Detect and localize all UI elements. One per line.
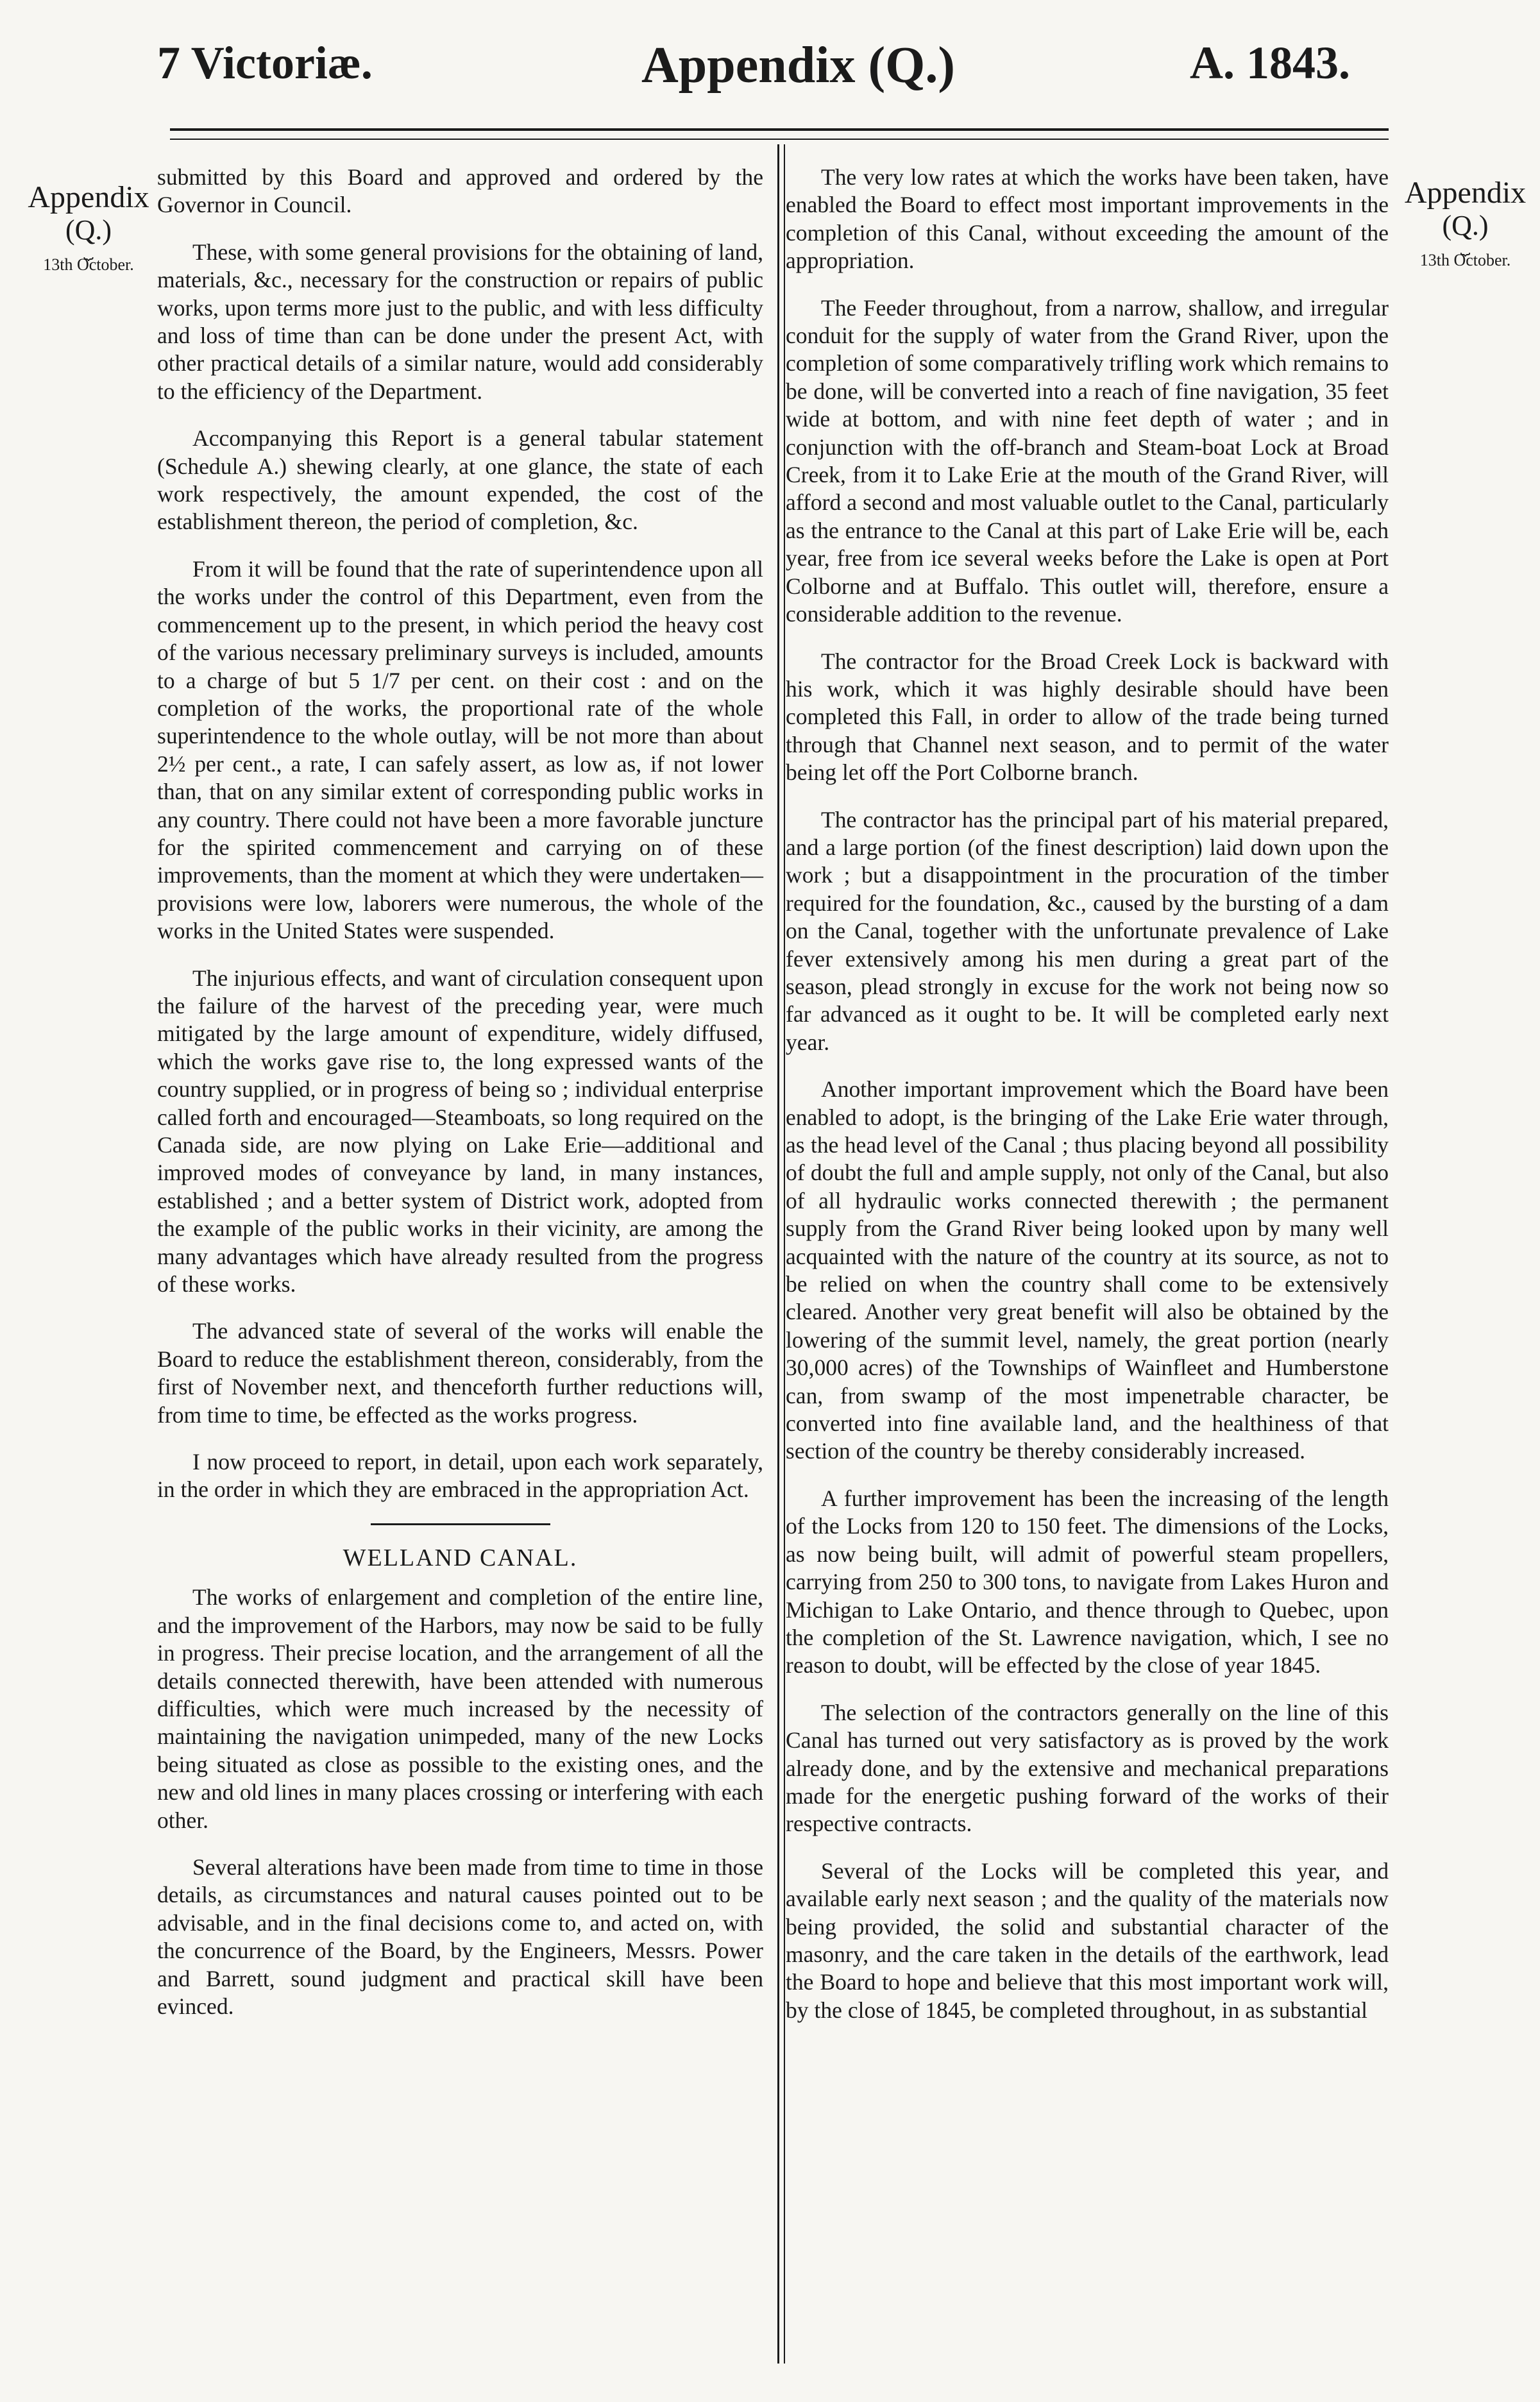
paragraph: I now proceed to report, in detail, upon each work separately, in the order in which they are embraced in the appropriation Act. xyxy=(157,1449,763,1503)
margin-note-date: 13th October. xyxy=(43,255,134,274)
header-left: 7 Victoriæ. xyxy=(157,37,373,89)
margin-brace-icon: ⏟ xyxy=(1460,237,1471,256)
left-column xyxy=(157,164,763,2040)
paragraph: The selection of the contractors generally on the line of this Canal has turned out very satisfactory as is proved by the work already done, and by the extensive and mechanical preparations made for the energetic pushing forward of the works of their respective contracts. xyxy=(786,1699,1389,1837)
paragraph: Several of the Locks will be completed this year, and available early next season ; and the quality of the materials now being provided, the solid and substantial character of the masonry, and the care taken in the details of the earthwork, lead the Board to hope and believe that this most important work will, by the close of 1845, be completed throughout, in as substantial xyxy=(786,1857,1389,2023)
paragraph: The Feeder throughout, from a narrow, shallow, and irregular conduit for the supply of water from the Grand River, upon the completion of some comparatively trifling work which remains to be done, will be converted into a reach of fine navigation, 35 feet wide at bottom, and with nine feet depth of water ; and in conjunction with the off-branch and Steam-boat Lock at Broad Creek, from it to Lake Erie at the mouth of the Grand River, will afford a second and most valuable outlet to the Canal, particularly as the entrance to the Canal at this part of Lake Erie will be, each year, free from ice several weeks before the Lake is open at Port Colborne and at Buffalo. This outlet will, therefore, ensure a considerable addition to the revenue. xyxy=(786,294,1389,627)
margin-note-letter: (Q.) xyxy=(1442,209,1489,241)
margin-note-title: Appendix xyxy=(1404,176,1527,210)
paragraph: A further improvement has been the increasing of the length of the Locks from 120 to 150 feet. The dimensions of the Locks, as now being built, will admit of powerful steam propellers, carrying from 250 to 300 tons, to navigate from Lakes Huron and Michigan to Lake Ontario, and thence through to Quebec, upon the completion of the St. Lawrence navigation, which, I see no reason to doubt, will be effected by the close of year 1845. xyxy=(786,1485,1389,1679)
section-title: WELLAND CANAL. xyxy=(343,1544,578,1571)
paragraph: The contractor for the Broad Creek Lock is backward with his work, which it was highly desirable should have been completed this Fall, in order to allow of the trade being turned through that Channel next season, and to permit of the water being let off the Port Colborne branch. xyxy=(786,648,1389,786)
header-right: A. 1843. xyxy=(1190,37,1350,89)
paragraph: The works of enlargement and completion of the entire line, and the improvement of the Harbors, may now be said to be fully in progress. Their precise location, and the arrangement of all the details connected therewith, have been attended with numerous difficulties, which were much increased by the necessity of maintaining the navigation unimpeded, many of the new Locks being situated as close as possible to the existing ones, and the new and old lines in many places crossing or interfering with each other. xyxy=(157,1584,763,1833)
margin-note-letter: (Q.) xyxy=(65,214,112,246)
margin-note-right xyxy=(1393,176,1537,269)
paragraph: submitted by this Board and approved and ordered by the Governor in Council. xyxy=(157,164,763,218)
paragraph: The injurious effects, and want of circulation consequent upon the failure of the harvest of the preceding year, were much mitigated by the large amount of expenditure, widely diffused, which the works gave rise to, the long expressed wants of the country supplied, or in progress of being so ; individual enterprise called forth and encouraged—Steamboats, so long required on the Canada side, are now plying on Lake Erie—additional and improved modes of conveyance by land, in many instances, established ; and a better system of District work, adopted from the example of the public works in their vicinity, are among the many advantages which have already resulted from the progress of these works. xyxy=(157,965,763,1298)
paragraph: The advanced state of several of the works will enable the Board to reduce the establishment thereon, considerably, from the first of November next, and thenceforth further reductions will, from time to time, be effected as the works progress. xyxy=(157,1318,763,1428)
paragraph: The very low rates at which the works have been taken, have enabled the Board to effect most important improvements in the completion of this Canal, without exceeding the amount of the appropriation. xyxy=(786,164,1389,274)
paragraph: These, with some general provisions for the obtaining of land, materials, &c., necessary for the construction or repairs of public works, upon terms more just to the public, and with less difficulty and loss of time than can be done under the present Act, with other practical details of a similar nature, would add considerably to the efficiency of the Department. xyxy=(157,239,763,404)
paragraph: Another important improvement which the Board have been enabled to adopt, is the bringing of the Lake Erie water through, as the head level of the Canal ; thus placing beyond all possibility of doubt the full and ample supply, not only of the Canal, but also of all hydraulic works connected therewith ; the permanent supply from the Grand River being looked upon by many well acquainted with the nature of the country at its source, as not to be relied on when the country shall come to be extensively cleared. Another very great benefit will also be obtained by the lowering of the summit level, namely, the great portion (nearly 30,000 acres) of the Townships of Wainfleet and Humberstone can, from swamp of the most impenetrable character, be converted into fine available land, and the healthiness of that section of the country be thereby considerably increased. xyxy=(786,1076,1389,1464)
header-rule-thick xyxy=(170,128,1389,131)
section-rule xyxy=(371,1523,550,1525)
paragraph: Several alterations have been made from time to time in those details, as circumstances and natural causes pointed out to be advisable, and in the final decisions come to, and acted on, with the concurrence of the Board, by the Engineers, Messrs. Power and Barrett, sound judgment and practical skill have been evinced. xyxy=(157,1854,763,2019)
margin-note-date: 13th October. xyxy=(1419,250,1511,269)
paragraph: From it will be found that the rate of superintendence upon all the works under the control of this Department, even from the commencement up to the present, in which period the heavy cost of the various necessary preliminary surveys is included, amounts to a charge of but 5 1/7 per cent. on their cost : and on the completion of the works, the proportional rate of the whole superintendence to the whole outlay, will be not more than about 2½ per cent., a rate, I can safely assert, as low as, if not lower than, that on any similar extent of corresponding public works in any country. There could not have been a more favorable juncture for the spirited commencement and carrying on of these improvements, than the moment at which they were undertaken—provisions were low, laborers were numerous, the whole of the works in the United States were suspended. xyxy=(157,555,763,944)
header-rule-thin xyxy=(170,139,1389,140)
right-column xyxy=(786,164,1389,2043)
margin-note-title: Appendix xyxy=(28,180,149,214)
margin-note-left xyxy=(24,181,153,274)
column-divider xyxy=(784,144,785,2364)
paragraph: Accompanying this Report is a general tabular statement (Schedule A.) shewing clearly, at one glance, the state of each work respectively, the amount expended, the cost of the establishment thereon, the period of completion, &c. xyxy=(157,425,763,535)
column-divider xyxy=(777,144,779,2364)
header-center: Appendix (Q.) xyxy=(641,37,955,94)
paragraph: The contractor has the principal part of his material prepared, and a large portion (of the finest description) laid down upon the work ; but a disappointment in the procuration of the timber required for the foundation, &c., caused by the bursting of a dam on the Canal, together with the unfortunate prevalence of Lake fever extensively among his men during a great part of the season, plead strongly in excuse for the work not being now so far advanced as it ought to be. It will be completed early next year. xyxy=(786,806,1389,1055)
margin-brace-icon: ⏟ xyxy=(83,241,94,260)
